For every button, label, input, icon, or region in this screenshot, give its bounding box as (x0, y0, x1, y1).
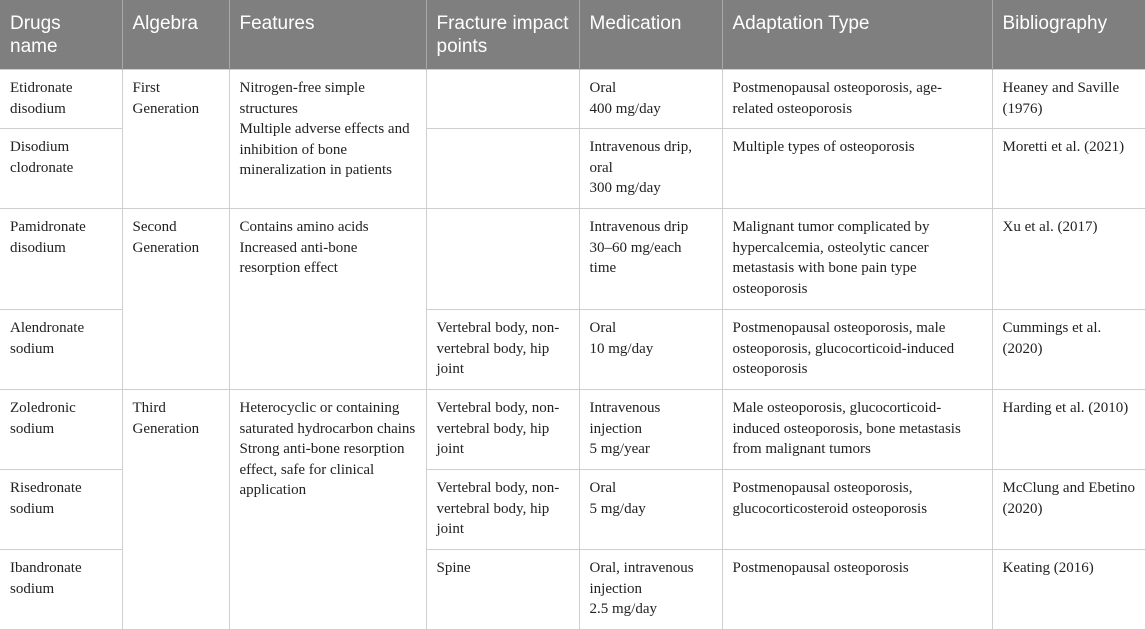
algebra-cell: Third Generation (122, 390, 229, 630)
feature-line: Strong anti-bone resorption effect, safe for clinical application (239, 441, 405, 498)
medication-route: Oral (589, 80, 617, 96)
medication-dose: 400 mg/day (589, 100, 661, 117)
header-fracture-impact-points: Fracture impact points (426, 0, 579, 70)
drug-name-cell: Etidronate disodium (0, 70, 122, 129)
header-row (0, 0, 1145, 70)
adaptation-cell: Postmenopausal osteoporosis, glucocorticosteroid osteoporosis (722, 470, 992, 550)
table-row (0, 209, 1145, 310)
adaptation-cell: Postmenopausal osteoporosis (722, 550, 992, 630)
impact-cell (426, 129, 579, 209)
algebra-cell: First Generation (122, 70, 229, 209)
impact-cell: Vertebral body, non-vertebral body, hip joint (426, 390, 579, 470)
feature-line: Nitrogen-free simple structures (239, 80, 365, 117)
medication-route: Intravenous drip, oral (589, 139, 692, 176)
header-algebra: Algebra (122, 0, 229, 70)
medication-dose: 300 mg/day (589, 180, 661, 196)
drug-name-cell: Ibandronate sodium (0, 550, 122, 630)
drug-name-cell: Disodium clodronate (0, 129, 122, 209)
bibliography-cell: McClung and Ebetino (2020) (992, 470, 1145, 550)
adaptation-cell: Multiple types of osteoporosis (722, 129, 992, 209)
bibliography-cell: Heaney and Saville (1976) (992, 70, 1145, 129)
table-row (0, 390, 1145, 470)
medication-dose: 30–60 mg/each time (589, 239, 682, 276)
header-drugs-name: Drugs name (0, 0, 122, 70)
medication-dose: 5 mg/year (589, 441, 650, 457)
medication-cell (579, 390, 722, 470)
adaptation-cell: Male osteoporosis, glucocorticoid-induced osteoporosis, bone metastasis from malignant tumors (722, 390, 992, 470)
feature-line: Multiple adverse effects and inhibition of bone mineralization in patients (239, 121, 410, 178)
drug-name-cell: Risedronate sodium (0, 470, 122, 550)
medication-cell (579, 129, 722, 209)
features-cell (229, 70, 426, 209)
feature-line: Increased anti-bone resorption effect (239, 239, 358, 276)
bibliography-cell: Moretti et al. (2021) (992, 129, 1145, 209)
impact-cell: Spine (426, 550, 579, 630)
medication-cell (579, 550, 722, 630)
medication-cell (579, 209, 722, 310)
medication-dose: 10 mg/day (589, 340, 654, 357)
medication-route: Oral (589, 320, 617, 336)
adaptation-cell: Malignant tumor complicated by hypercalcemia, osteolytic cancer metastasis with bone pain type osteoporosis (722, 209, 992, 310)
medication-cell (579, 70, 722, 129)
table-row (0, 70, 1145, 129)
medication-route: Intravenous drip (589, 219, 689, 235)
features-cell (229, 390, 426, 630)
impact-cell: Vertebral body, non-vertebral body, hip joint (426, 470, 579, 550)
algebra-cell: Second Generation (122, 209, 229, 390)
impact-cell: Vertebral body, non-vertebral body, hip joint (426, 310, 579, 390)
bibliography-cell: Xu et al. (2017) (992, 209, 1145, 310)
medication-cell (579, 470, 722, 550)
bibliography-cell: Keating (2016) (992, 550, 1145, 630)
medication-cell (579, 310, 722, 390)
header-adaptation-type: Adaptation Type (722, 0, 992, 70)
drug-name-cell: Pamidronate disodium (0, 209, 122, 310)
medication-route: Intravenous injection (589, 400, 661, 437)
bibliography-cell: Cummings et al. (2020) (992, 310, 1145, 390)
drug-name-cell: Zoledronic sodium (0, 390, 122, 470)
drug-name-cell: Alendronate sodium (0, 310, 122, 390)
medication-dose: 5 mg/day (589, 500, 646, 517)
features-cell (229, 209, 426, 390)
adaptation-cell: Postmenopausal osteoporosis, age-related osteoporosis (722, 70, 992, 129)
header-medication: Medication (579, 0, 722, 70)
medication-route: Oral, intravenous injection (589, 560, 694, 597)
adaptation-cell: Postmenopausal osteoporosis, male osteoporosis, glucocorticoid-induced osteoporosis (722, 310, 992, 390)
impact-cell (426, 70, 579, 129)
impact-cell (426, 209, 579, 310)
bibliography-cell: Harding et al. (2010) (992, 390, 1145, 470)
feature-line: Heterocyclic or containing saturated hydrocarbon chains (239, 400, 416, 437)
header-bibliography: Bibliography (992, 0, 1145, 70)
medication-dose: 2.5 mg/day (589, 601, 657, 617)
header-features: Features (229, 0, 426, 70)
feature-line: Contains amino acids (239, 219, 369, 235)
medication-route: Oral (589, 480, 617, 496)
